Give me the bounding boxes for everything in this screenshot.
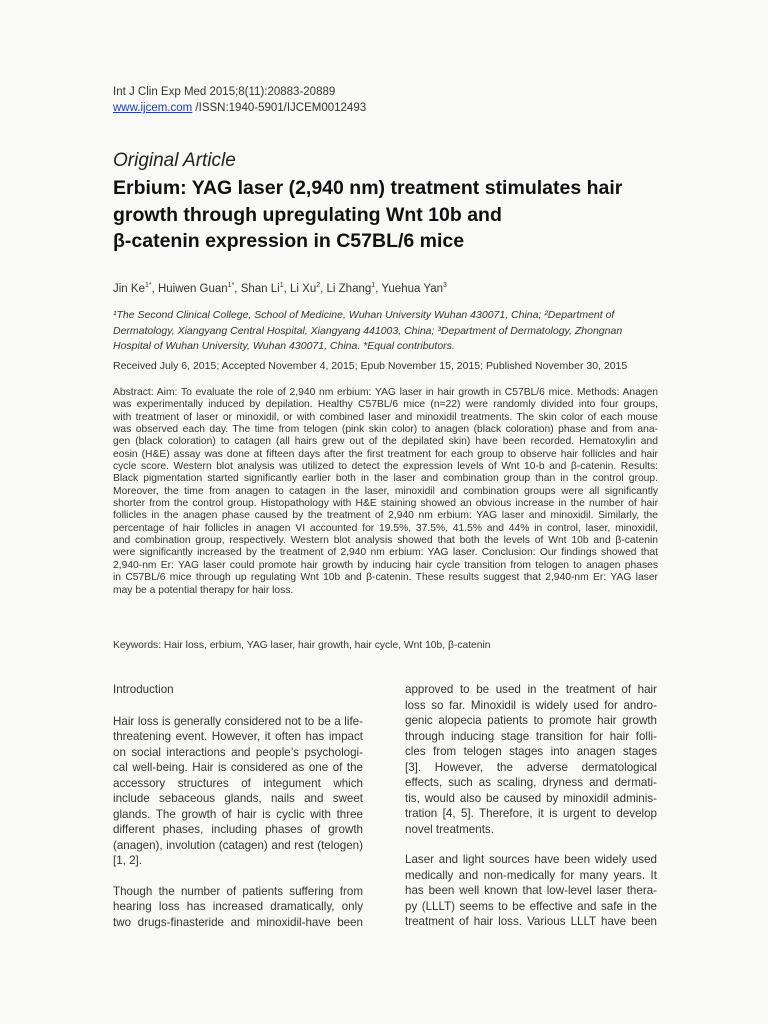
author-list xyxy=(113,282,447,295)
author-name: Huiwen Guan xyxy=(157,282,228,295)
abstract-line: Moreover, the time from anagen to catagen in the laser, minoxidil and combination groups were all significantly xyxy=(113,485,658,497)
abstract-line: percentage of hair follicles in anagen VI accounted for 19.5%, 37.5%, 41.5% and 44% in control, laser, minoxidil, xyxy=(113,522,658,534)
abstract-line: was observed each day. The time from telogen (pink skin color) to anagen (black coloration) phase and from ana- xyxy=(113,424,658,436)
body-paragraph xyxy=(113,884,363,931)
body-line: accessory structures of integument which xyxy=(113,776,363,790)
body-line: genic alopecia patients to promote hair growth xyxy=(405,714,657,727)
body-line: py (LLLT) seems to be effective and safe in the xyxy=(405,899,657,913)
affiliation-line: ¹The Second Clinical College, School of Medicine, Wuhan University Wuhan 430071, China; ²Department of xyxy=(113,309,615,321)
author-separator: , xyxy=(234,282,241,295)
body-line: cal well-being. Hair is considered as one of the xyxy=(113,761,363,774)
author-affiliation-mark: 3 xyxy=(443,282,447,289)
abstract-line: Black pigmentation started significantly earlier both in the laser and combination group than in the control group. xyxy=(113,473,658,485)
abstract-line: were significantly increased by the treatment of 2,940 nm erbium: YAG laser. Conclusion: Our findings showed that xyxy=(113,547,658,559)
author-separator: , xyxy=(283,282,290,295)
body-line: through inducing stage transition for hair folli- xyxy=(405,729,657,743)
body-line: medically and non-medically for many years. It xyxy=(405,868,657,882)
abstract-line: shorter from the control group. Histopathology with H&E staining showed an obvious increase in the number of hair xyxy=(113,498,658,510)
author-name: Li Xu xyxy=(290,282,317,295)
article-type-label: Original Article xyxy=(113,150,236,171)
body-line: has been well known that low-level laser thera- xyxy=(405,884,657,897)
body-line: [1, 2]. xyxy=(113,854,143,867)
abstract-line: gen (black coloration) to catagen (all hairs grew out of the depilated skin) have been recorded. Hematoxylin and xyxy=(113,436,658,448)
abstract-line: and combination group, respectively. Western blot analysis showed that both the levels of Wnt 10b and β-catenin xyxy=(113,535,658,547)
title-line: β-catenin expression in C57BL/6 mice xyxy=(113,230,465,252)
body-paragraph xyxy=(113,714,363,869)
body-line: (anagen), involution (catagen) and rest (telogen) xyxy=(113,838,363,852)
abstract-line: eosin (H&E) assay was done at fifteen days after the first treatment for each group to observe hair follicles and hair xyxy=(113,448,658,460)
author-affiliation-mark: 1 xyxy=(371,282,376,289)
author-separator: , xyxy=(151,282,158,295)
body-paragraph xyxy=(405,852,657,930)
body-paragraph xyxy=(405,682,657,837)
publication-dates: Received July 6, 2015; Accepted November 4, 2015; Epub November 15, 2015; Published November 30, 2015 xyxy=(113,360,628,372)
body-line: hearing loss has increased dramatically, only xyxy=(113,900,363,913)
body-line: [3]. However, the adverse dermatological xyxy=(405,760,657,774)
author-name: Li Zhang xyxy=(326,282,372,295)
section-heading-introduction: Introduction xyxy=(113,683,174,696)
body-line: on social interactions and people’s psychologi- xyxy=(113,745,363,759)
author-affiliation-mark: 2 xyxy=(316,282,321,289)
abstract-line: in C57BL/6 mice through up regulating Wnt 10b and β-catenin. These results suggest that 2,940-nm Er: YAG laser xyxy=(113,572,658,584)
abstract-line: may be a potential therapy for hair loss. xyxy=(113,584,294,596)
author-separator: , xyxy=(375,282,382,295)
journal-reference xyxy=(113,84,366,116)
abstract-line: Abstract: Aim: To evaluate the role of 2,940 nm erbium: YAG laser in hair growth in C57BL/6 mice. Methods: Anagen xyxy=(113,387,658,398)
journal-url-link[interactable]: www.ijcem.com xyxy=(113,102,193,114)
body-line: threatening event. However, it often has impact xyxy=(113,730,363,743)
body-column-left xyxy=(113,682,363,945)
author-affiliation-mark: 1 xyxy=(279,282,284,289)
affiliation-line: Dermatology, Xiangyang Central Hospital, Xiangyang 441003, China; ³Department of Dermatology, Zhongnan xyxy=(113,324,623,337)
body-line: different phases, including phases of growth xyxy=(113,823,363,836)
title-line: growth through upregulating Wnt 10b and xyxy=(113,203,502,226)
body-line: glands. The growth of hair is cyclic with three xyxy=(113,807,363,821)
body-line: Laser and light sources have been widely used xyxy=(405,853,657,866)
author-name: Yuehua Yan xyxy=(381,282,443,295)
body-line: Hair loss is generally considered not to be a life- xyxy=(113,714,363,728)
author-separator: , xyxy=(320,282,327,295)
abstract-line: cycle score. Western blot analysis was utilized to detect the expression levels of Wnt 10-b and β-catenin. Results: xyxy=(113,461,658,473)
abstract-line: 2,940-nm Er: YAG laser could promote hair growth by inducing hair cycle transition from telogen to anagen phases xyxy=(113,559,658,571)
body-column-right xyxy=(405,682,657,945)
journal-url-line xyxy=(113,100,366,116)
body-line: Though the number of patients suffering from xyxy=(113,884,363,898)
body-line: tis, would also be caused by minoxidil adminis- xyxy=(405,791,657,805)
abstract-line: with treatment of laser or minoxidil, or with combined laser and minoxidil treatments. The skin color of each mouse xyxy=(113,411,658,423)
author-affiliation-mark: 1* xyxy=(144,282,152,289)
abstract-line: follicles in the anagen phase caused by the treatment of 2,940 nm erbium: YAG laser and minoxidil. Similarly, the xyxy=(113,510,658,522)
author-name: Jin Ke xyxy=(113,282,145,295)
article-title xyxy=(113,175,673,255)
abstract xyxy=(113,387,658,597)
author-affiliation-mark: 1* xyxy=(227,282,235,289)
affiliations xyxy=(113,308,658,355)
body-line: cles from telogen stages into anagen stages xyxy=(405,745,657,758)
body-line: two drugs-finasteride and minoxidil-have been xyxy=(113,915,363,929)
body-line: tration [4, 5]. Therefore, it is urgent to develop xyxy=(405,807,657,820)
body-line: treatment of hair loss. Various LLLT have been xyxy=(405,915,657,928)
author-name: Shan Li xyxy=(240,282,280,295)
journal-issn: /ISSN:1940-5901/IJCEM0012493 xyxy=(192,102,367,114)
journal-citation: Int J Clin Exp Med 2015;8(11):20883-20889 xyxy=(113,86,336,98)
body-line: loss so far. Minoxidil is widely used for andro- xyxy=(405,698,657,712)
body-line: include sebaceous glands, nails and sweet xyxy=(113,792,363,805)
keywords: Keywords: Hair loss, erbium, YAG laser, hair growth, hair cycle, Wnt 10b, β-catenin xyxy=(113,640,491,651)
body-line: novel treatments. xyxy=(405,822,494,836)
affiliation-line: Hospital of Wuhan University, Wuhan 430071, China. *Equal contributors. xyxy=(113,340,455,352)
abstract-line: was experimentally induced by depilation. Healthy C57BL/6 mice (n=22) were randomly divided into four groups, xyxy=(113,399,658,411)
body-line: approved to be used in the treatment of hair xyxy=(405,683,657,696)
body-line: effects, such as scaling, dryness and dermati- xyxy=(405,776,657,789)
title-line: Erbium: YAG laser (2,940 nm) treatment stimulates hair xyxy=(113,177,623,199)
